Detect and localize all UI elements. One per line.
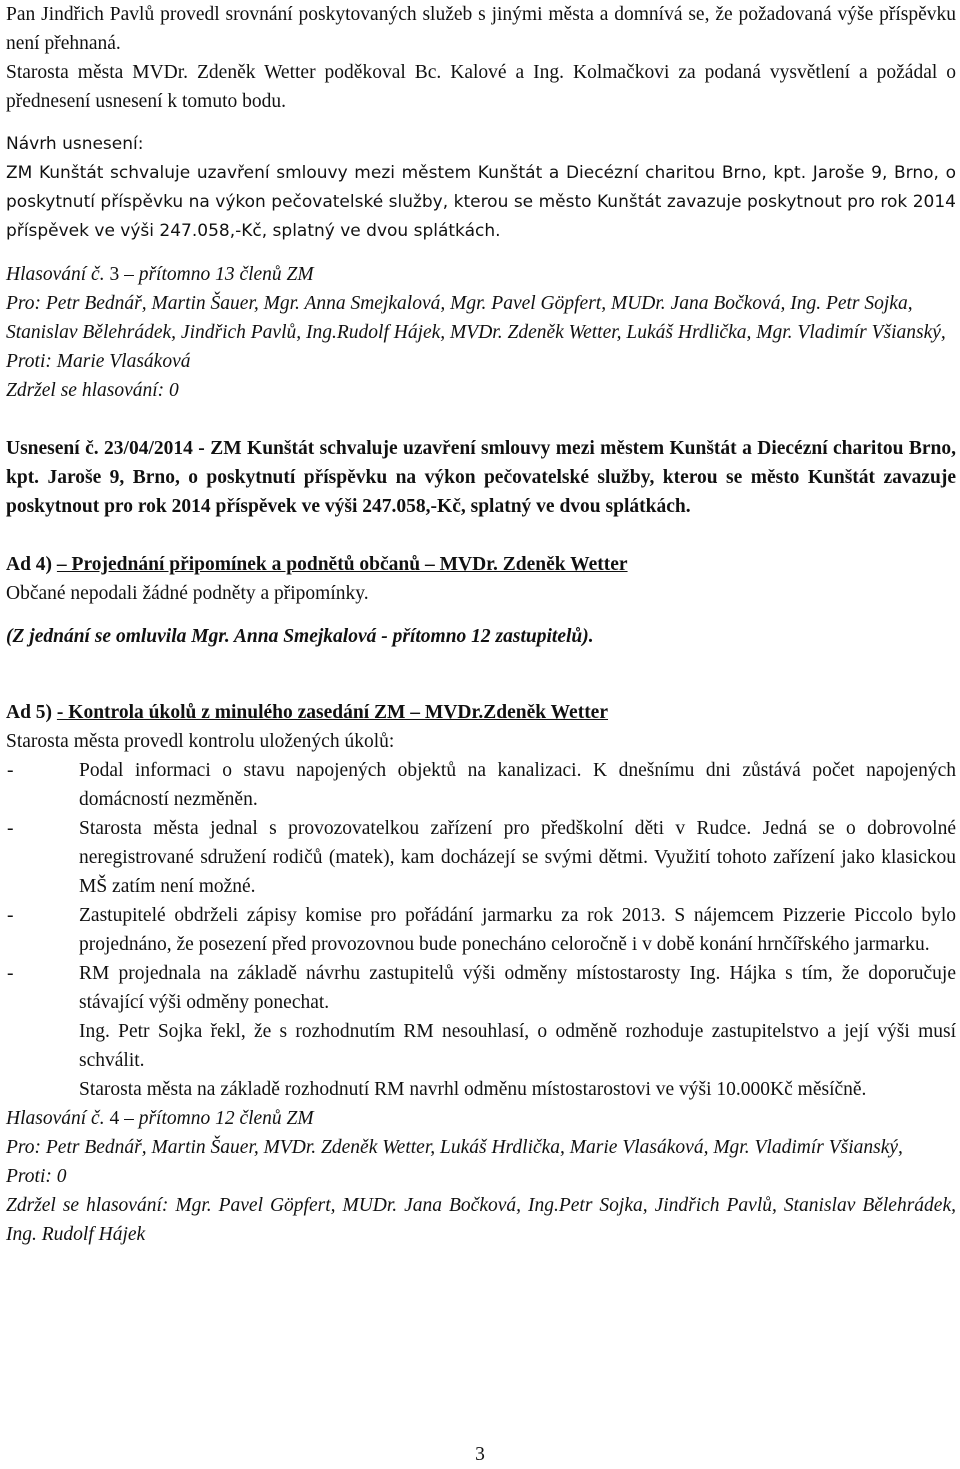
task-text: Zastupitelé obdrželi zápisy komise pro pořádání jarmarku za rok 2013. S nájemcem Pizzerie Piccolo bylo projednáno, že posezení před provozovnou bude ponecháno celoročně i v době konání hrnčířského jarmarku. <box>79 905 956 955</box>
page-number: 3 <box>475 1444 485 1465</box>
proposal-heading: Návrh usnesení: <box>6 134 144 154</box>
vote3-number: 3 <box>109 264 120 285</box>
ad5-title: - Kontrola úkolů z minulého zasedání ZM – MVDr.Zdeněk Wetter <box>56 702 608 723</box>
resolution-text: 23/04/2014 - ZM Kunštát schvaluje uzavření smlouvy mezi městem Kunštát a Diecézní charitou Brno, kpt. Jaroše 9, Brno, o poskytnutí příspěvku na výkon pečovatelské služby, kterou se město Kunštát zavazuje poskytnout pro rok 2014 příspěvek ve výši 247.058,-Kč, splatný ve dvou splátkách. <box>6 438 956 517</box>
task-list <box>6 756 956 1017</box>
intro-paragraph-2: Starosta města MVDr. Zdeněk Wetter poděkoval Bc. Kalové a Ing. Kolmačkovi za podaná vysvětlení a požádal o přednesení usnesení k tomuto bodu. <box>6 62 956 112</box>
vote3-heading <box>6 260 956 289</box>
ad5-paragraph-starosta: Starosta města na základě rozhodnutí RM navrhl odměnu místostarostovi ve výši 10.000Kč měsíčně. <box>79 1079 867 1100</box>
vote4-present: – přítomno 12 členů ZM <box>124 1108 314 1129</box>
vote4-pro: Pro: Petr Bednář, Martin Šauer, MVDr. Zdeněk Wetter, Lukáš Hrdlička, Marie Vlasáková, Mgr. Vladimír Všianský, <box>6 1137 903 1158</box>
vote4-prefix: Hlasování č. <box>6 1108 105 1129</box>
resolution-paragraph <box>6 434 956 521</box>
task-text: Podal informaci o stavu napojených objektů na kanalizaci. K dnešnímu dni zůstává počet napojených domácností nezměněn. <box>79 760 956 810</box>
ad4-text: Občané nepodali žádné podněty a připomínky. <box>6 583 369 604</box>
document-page <box>6 0 956 1249</box>
proposal-text: ZM Kunštát schvaluje uzavření smlouvy mezi městem Kunštát a Diecézní charitou Brno, kpt. Jaroše 9, Brno, o poskytnutí příspěvku na výkon pečovatelské služby, kterou se město Kunštát zavazuje poskytnout pro rok 2014 příspěvek ve výši 247.058,-Kč, splatný ve dvou splátkách. <box>6 163 956 241</box>
vote3-present: – přítomno 13 členů ZM <box>124 264 314 285</box>
vote3-proti: Proti: Marie Vlasáková <box>6 351 191 372</box>
list-item: - RM projednala na základě návrhu zastupitelů výši odměny místostarosty Ing. Hájka s tím, že doporučuje stávající výši odměny ponechat. <box>7 963 956 1013</box>
vote3-prefix: Hlasování č. <box>6 264 105 285</box>
list-item: - Zastupitelé obdrželi zápisy komise pro pořádání jarmarku za rok 2013. S nájemcem Pizzerie Piccolo bylo projednáno, že posezení před provozovnou bude ponecháno celoročně i v době konání hrnčířského jarmarku. <box>7 905 956 955</box>
ad4-label: Ad 4) <box>6 554 53 575</box>
ad5-heading <box>6 698 956 727</box>
ad4-heading <box>6 550 956 579</box>
ad5-paragraph-sojka: Ing. Petr Sojka řekl, že s rozhodnutím RM nesouhlasí, o odměně rozhoduje zastupitelstvo a její výši musí schválit. <box>79 1021 956 1071</box>
ad5-intro: Starosta města provedl kontrolu uložených úkolů: <box>6 731 395 752</box>
task-text: RM projednala na základě návrhu zastupitelů výši odměny místostarosty Ing. Hájka s tím, že doporučuje stávající výši odměny ponechat. <box>79 963 956 1013</box>
vote4-abstain: Zdržel se hlasování: Mgr. Pavel Göpfert, MUDr. Jana Bočková, Ing.Petr Sojka, Jindřich Pavlů, Stanislav Bělehrádek, Ing. Rudolf Hájek <box>6 1195 956 1245</box>
resolution-label: Usnesení č. <box>6 438 99 459</box>
vote4-heading <box>6 1104 956 1133</box>
vote4-proti: Proti: 0 <box>6 1166 67 1187</box>
vote3-pro: Pro: Petr Bednář, Martin Šauer, Mgr. Anna Smejkalová, Mgr. Pavel Göpfert, MUDr. Jana Bočková, Ing. Petr Sojka, Stanislav Bělehrádek, Jindřich Pavlů, Ing.Rudolf Hájek, MVDr. Zdeněk Wetter, Lukáš Hrdlička, Mgr. Vladimír Všianský, <box>6 293 946 343</box>
ad5-label: Ad 5) <box>6 702 53 723</box>
intro-paragraph-1: Pan Jindřich Pavlů provedl srovnání poskytovaných služeb s jinými města a domnívá se, že požadovaná výše příspěvku není přehnaná. <box>6 4 956 54</box>
ad4-title: – Projednání připomínek a podnětů občanů – MVDr. Zdeněk Wetter <box>56 554 628 575</box>
task-text: Starosta města jednal s provozovatelkou zařízení pro předškolní děti v Rudce. Jedná se o dobrovolné neregistrované sdružení rodičů (matek), kam docházejí se svými dětmi. Využití tohoto zařízení jako klasickou MŠ zatím není možné. <box>79 818 956 897</box>
vote4-number: 4 <box>109 1108 120 1129</box>
ad4-note: (Z jednání se omluvila Mgr. Anna Smejkalová - přítomno 12 zastupitelů). <box>6 626 594 647</box>
list-item: - Podal informaci o stavu napojených objektů na kanalizaci. K dnešnímu dni zůstává počet napojených domácností nezměněn. <box>7 760 956 810</box>
list-item: - Starosta města jednal s provozovatelkou zařízení pro předškolní děti v Rudce. Jedná se o dobrovolné neregistrované sdružení rodičů (matek), kam docházejí se svými dětmi. Využití tohoto zařízení jako klasickou MŠ zatím není možné. <box>7 818 956 897</box>
vote3-abstain: Zdržel se hlasování: 0 <box>6 380 179 401</box>
